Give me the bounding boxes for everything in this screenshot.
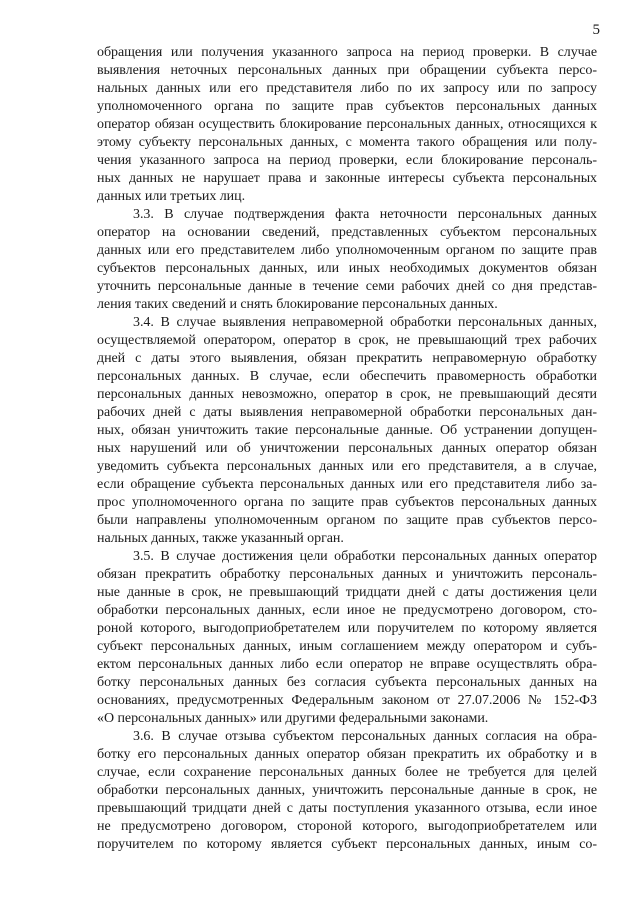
text-line: данных или его представителем либо уполномоченным органом по защите прав xyxy=(97,243,597,258)
text-line: обращения или получения указанного запроса на период проверки. В случае xyxy=(97,45,597,60)
text-line: данных или третьих лиц. xyxy=(97,189,246,204)
text-line: рабочих дней с даты выявления неправомерной обработки персональных дан- xyxy=(97,405,597,420)
text-line: ботку персональных данных без согласия субъекта персональных данных на xyxy=(97,675,597,690)
text-line: ные данные в срок, не превышающий тридцати дней с даты достижения цели xyxy=(97,585,597,600)
text-line: обработки персональных данных, уничтожить персональные данные в срок, не xyxy=(97,783,597,798)
paragraph xyxy=(97,728,597,854)
text-line: дней с даты этого выявления, обязан прекратить неправомерную обработку xyxy=(97,351,597,366)
text-line: 3.4. В случае выявления неправомерной обработки персональных данных, xyxy=(133,315,597,330)
text-line: случае, если сохранение персональных данных более не требуется для целей xyxy=(97,765,597,780)
page-number: 5 xyxy=(592,22,600,38)
text-line: субъект персональных данных, иным соглашением между оператором и субъ- xyxy=(97,639,597,654)
text-line: персональных данных невозможно, оператор в срок, не превышающий десяти xyxy=(97,387,597,402)
text-line: 3.6. В случае отзыва субъектом персональных данных согласия на обра- xyxy=(133,729,597,744)
text-line: уточнить персональные данные в течение семи рабочих дней со дня представ- xyxy=(97,279,597,294)
paragraph xyxy=(97,548,597,728)
text-line: превышающий тридцати дней с даты поступления указанного отзыва, если иное xyxy=(97,801,597,816)
text-line: поручителем по которому является субъект персональных данных, иным со- xyxy=(97,837,597,852)
text-line: оператор обязан осуществить блокирование персональных данных, относящихся к xyxy=(97,117,597,132)
text-line: обязан прекратить обработку персональных данных и уничтожить персональ- xyxy=(97,567,597,582)
text-line: были направлены уполномоченным органом по защите прав субъектов персо- xyxy=(97,513,597,528)
text-line: обработки персональных данных, если иное не предусмотрено договором, сто- xyxy=(97,603,597,618)
paragraph xyxy=(97,44,597,206)
text-line: чения указанного запроса на период проверки, если блокирование персональ- xyxy=(97,153,597,168)
text-line: если обращение субъекта персональных данных или его представителя либо за- xyxy=(97,477,597,492)
paragraph xyxy=(97,206,597,314)
document-body xyxy=(97,44,597,854)
text-line: ектом персональных данных либо если оператор не вправе осуществлять обра- xyxy=(97,657,597,672)
paragraph xyxy=(97,314,597,548)
text-line: 3.3. В случае подтверждения факта неточности персональных данных xyxy=(133,207,597,222)
text-line: роной которого, выгодоприобретателем или поручителем по которому является xyxy=(97,621,597,636)
text-line: 3.5. В случае достижения цели обработки персональных данных оператор xyxy=(133,549,597,564)
text-line: осуществляемой оператором, оператор в срок, не превышающий трех рабочих xyxy=(97,333,597,348)
text-line: уполномоченного органа по защите прав субъектов персональных данных xyxy=(97,99,597,114)
text-line: этому субъекту персональных данных, с момента такого обращения или полу- xyxy=(97,135,597,150)
text-line: ных данных не нарушает права и законные интересы субъекта персональных xyxy=(97,171,597,186)
text-line: ных нарушений или об уничтожении персональных данных оператор обязан xyxy=(97,441,597,456)
text-line: ления таких сведений и снять блокирование персональных данных. xyxy=(97,297,498,312)
text-line: оператор на основании сведений, представленных субъектом персональных xyxy=(97,225,597,240)
text-line: не предусмотрено договором, стороной которого, выгодоприобретателем или xyxy=(97,819,597,834)
text-line: прос уполномоченного органа по защите прав субъектов персональных данных xyxy=(97,495,597,510)
text-line: выявления неточных персональных данных при обращении субъекта персо- xyxy=(97,63,597,78)
text-line: ных, обязан уничтожить такие персональные данные. Об устранении допущен- xyxy=(97,423,597,438)
text-line: ботку его персональных данных оператор обязан прекратить их обработку и в xyxy=(97,747,597,762)
text-line: основаниях, предусмотренных Федеральным законом от 27.07.2006 № 152-ФЗ xyxy=(97,693,597,708)
text-line: субъектов персональных данных, или иных необходимых документов обязан xyxy=(97,261,597,276)
text-line: «О персональных данных» или другими федеральными законами. xyxy=(97,711,489,726)
text-line: уведомить субъекта персональных данных или его представителя, а в случае, xyxy=(97,459,597,474)
text-line: нальных данных, также указанный орган. xyxy=(97,531,344,546)
text-line: персональных данных. В случае, если обеспечить правомерность обработки xyxy=(97,369,597,384)
text-line: нальных данных или его представителя либо по их запросу или по запросу xyxy=(97,81,597,96)
